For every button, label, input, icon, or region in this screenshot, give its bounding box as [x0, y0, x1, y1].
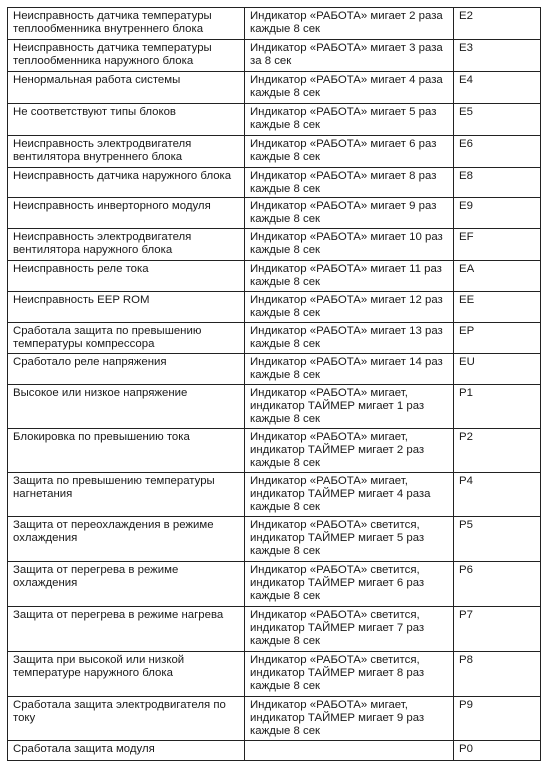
indication-cell: Индикатор «РАБОТА» мигает, индикатор ТАЙМЕР мигает 2 раз каждые 8 сек [245, 429, 454, 473]
indication-cell: Индикатор «РАБОТА» мигает, индикатор ТАЙМЕР мигает 1 раз каждые 8 сек [245, 385, 454, 429]
table-row [8, 697, 541, 741]
table-row [8, 562, 541, 607]
indication-cell: Индикатор «РАБОТА» светится, индикатор ТАЙМЕР мигает 7 раз каждые 8 сек [245, 607, 454, 652]
table-row [8, 385, 541, 429]
fault-cell: Неисправность электродвигателя вентилятора внутреннего блока [8, 136, 245, 168]
indication-cell: Индикатор «РАБОТА» мигает 3 раза за 8 сек [245, 40, 454, 72]
table-row [8, 741, 541, 761]
table-row [8, 168, 541, 198]
indication-cell: Индикатор «РАБОТА» мигает 2 раза каждые 8 сек [245, 8, 454, 40]
indication-cell [245, 741, 454, 761]
indication-cell: Индикатор «РАБОТА» мигает 14 раз каждые 8 сек [245, 354, 454, 385]
fault-cell: Неисправность EEP ROM [8, 292, 245, 323]
fault-cell: Блокировка по превышению тока [8, 429, 245, 473]
fault-cell: Неисправность реле тока [8, 261, 245, 292]
error-code-table [7, 7, 541, 761]
indication-cell: Индикатор «РАБОТА» светится, индикатор ТАЙМЕР мигает 6 раз каждые 8 сек [245, 562, 454, 607]
table-row [8, 261, 541, 292]
code-cell: E3 [454, 40, 541, 72]
indication-cell: Индикатор «РАБОТА» мигает 12 раз каждые 8 сек [245, 292, 454, 323]
indication-cell: Индикатор «РАБОТА» мигает 10 раз каждые 8 сек [245, 229, 454, 261]
code-cell: P5 [454, 517, 541, 562]
indication-cell: Индикатор «РАБОТА» мигает 13 раз каждые 8 сек [245, 323, 454, 354]
code-cell: P6 [454, 562, 541, 607]
code-cell: P8 [454, 652, 541, 697]
fault-cell: Неисправность датчика наружного блока [8, 168, 245, 198]
code-cell: EA [454, 261, 541, 292]
fault-cell: Сработала защита модуля [8, 741, 245, 761]
table-row [8, 354, 541, 385]
fault-cell: Защита по превышению температуры нагнетания [8, 473, 245, 517]
fault-cell: Сработала защита по превышению температуры компрессора [8, 323, 245, 354]
fault-cell: Защита от перегрева в режиме нагрева [8, 607, 245, 652]
fault-cell: Защита от перегрева в режиме охлаждения [8, 562, 245, 607]
fault-cell: Не соответствуют типы блоков [8, 104, 245, 136]
code-cell: EU [454, 354, 541, 385]
fault-cell: Неисправность электродвигателя вентилятора наружного блока [8, 229, 245, 261]
table-row [8, 429, 541, 473]
table-row [8, 652, 541, 697]
code-cell: E5 [454, 104, 541, 136]
code-cell: P2 [454, 429, 541, 473]
table-row [8, 292, 541, 323]
fault-cell: Неисправность датчика температуры теплообменника наружного блока [8, 40, 245, 72]
code-cell: P1 [454, 385, 541, 429]
code-cell: P4 [454, 473, 541, 517]
fault-cell: Ненормальная работа системы [8, 72, 245, 104]
indication-cell: Индикатор «РАБОТА» мигает 4 раза каждые 8 сек [245, 72, 454, 104]
indication-cell: Индикатор «РАБОТА» мигает 8 раз каждые 8 сек [245, 168, 454, 198]
fault-cell: Сработало реле напряжения [8, 354, 245, 385]
table-row [8, 517, 541, 562]
code-cell: E4 [454, 72, 541, 104]
table-row [8, 72, 541, 104]
indication-cell: Индикатор «РАБОТА» мигает 11 раз каждые 8 сек [245, 261, 454, 292]
fault-cell: Сработала защита электродвигателя по току [8, 697, 245, 741]
error-code-table-body [8, 8, 541, 761]
table-row [8, 229, 541, 261]
table-row [8, 323, 541, 354]
code-cell: E9 [454, 198, 541, 229]
table-row [8, 473, 541, 517]
code-cell: E2 [454, 8, 541, 40]
indication-cell: Индикатор «РАБОТА» мигает 5 раз каждые 8 сек [245, 104, 454, 136]
code-cell: P9 [454, 697, 541, 741]
fault-cell: Высокое или низкое напряжение [8, 385, 245, 429]
indication-cell: Индикатор «РАБОТА» светится, индикатор ТАЙМЕР мигает 5 раз каждые 8 сек [245, 517, 454, 562]
table-row [8, 40, 541, 72]
indication-cell: Индикатор «РАБОТА» светится, индикатор ТАЙМЕР мигает 8 раз каждые 8 сек [245, 652, 454, 697]
indication-cell: Индикатор «РАБОТА» мигает, индикатор ТАЙМЕР мигает 9 раз каждые 8 сек [245, 697, 454, 741]
table-row [8, 8, 541, 40]
code-cell: EF [454, 229, 541, 261]
fault-cell: Защита от переохлаждения в режиме охлаждения [8, 517, 245, 562]
fault-cell: Неисправность инверторного модуля [8, 198, 245, 229]
code-cell: E6 [454, 136, 541, 168]
indication-cell: Индикатор «РАБОТА» мигает 9 раз каждые 8 сек [245, 198, 454, 229]
code-cell: EP [454, 323, 541, 354]
table-row [8, 607, 541, 652]
indication-cell: Индикатор «РАБОТА» мигает, индикатор ТАЙМЕР мигает 4 раза каждые 8 сек [245, 473, 454, 517]
fault-cell: Неисправность датчика температуры теплообменника внутреннего блока [8, 8, 245, 40]
table-row [8, 136, 541, 168]
code-cell: E8 [454, 168, 541, 198]
table-row [8, 198, 541, 229]
code-cell: P0 [454, 741, 541, 761]
indication-cell: Индикатор «РАБОТА» мигает 6 раз каждые 8 сек [245, 136, 454, 168]
code-cell: EE [454, 292, 541, 323]
table-row [8, 104, 541, 136]
fault-cell: Защита при высокой или низкой температуре наружного блока [8, 652, 245, 697]
code-cell: P7 [454, 607, 541, 652]
